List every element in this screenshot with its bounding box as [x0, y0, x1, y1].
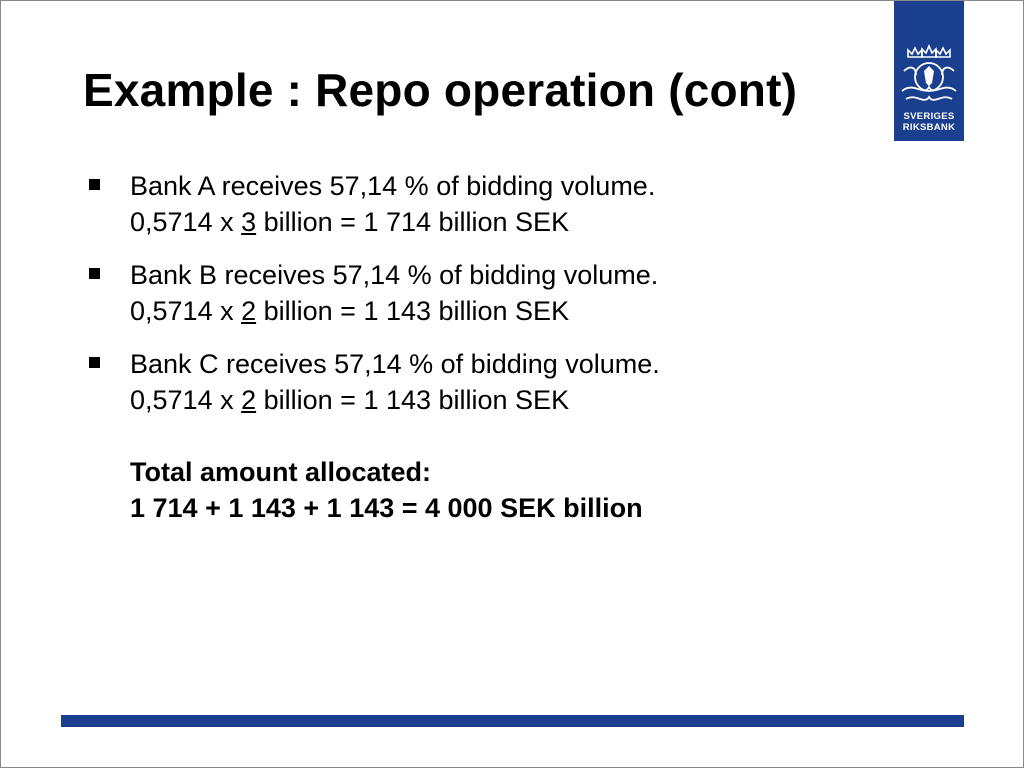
- logo-text-sveriges: SVERIGES: [903, 111, 955, 122]
- calc-prefix: 0,5714 x: [130, 296, 242, 326]
- bullet-list: [83, 168, 863, 526]
- calc-multiplier: 3: [241, 207, 257, 237]
- calc-multiplier: 2: [241, 296, 257, 326]
- riksbank-logo: [894, 1, 964, 141]
- bullet-text: Bank B receives 57,14 % of bidding volume.: [130, 260, 659, 290]
- total-equation: 1 714 + 1 143 + 1 143 = 4 000 SEK billion: [130, 493, 643, 523]
- calc-multiplier: 2: [241, 385, 257, 415]
- total-section: [83, 454, 863, 526]
- riksbank-emblem-icon: [894, 1, 964, 111]
- logo-text-riksbank: RIKSBANK: [902, 122, 956, 133]
- bullet-text: Bank A receives 57,14 % of bidding volume.: [130, 171, 656, 201]
- bullet-item-bank-b: [83, 257, 863, 329]
- calc-prefix: 0,5714 x: [130, 385, 242, 415]
- calc-result: billion = 1 143 billion SEK: [256, 385, 570, 415]
- bullet-item-bank-c: [83, 346, 863, 418]
- calc-result: billion = 1 714 billion SEK: [256, 207, 570, 237]
- square-bullet-icon: [89, 268, 100, 279]
- bullet-calculation: [130, 204, 863, 240]
- bullet-item-bank-a: [83, 168, 863, 240]
- square-bullet-icon: [89, 357, 100, 368]
- square-bullet-icon: [89, 179, 100, 190]
- bullet-calculation: [130, 382, 863, 418]
- footer-bar: [61, 715, 964, 727]
- total-label: Total amount allocated:: [130, 457, 432, 487]
- bullet-text: Bank C receives 57,14 % of bidding volume.: [130, 349, 660, 379]
- calc-result: billion = 1 143 billion SEK: [256, 296, 570, 326]
- calc-prefix: 0,5714 x: [130, 207, 242, 237]
- bullet-calculation: [130, 293, 863, 329]
- slide-title: Example : Repo operation (cont): [83, 64, 798, 116]
